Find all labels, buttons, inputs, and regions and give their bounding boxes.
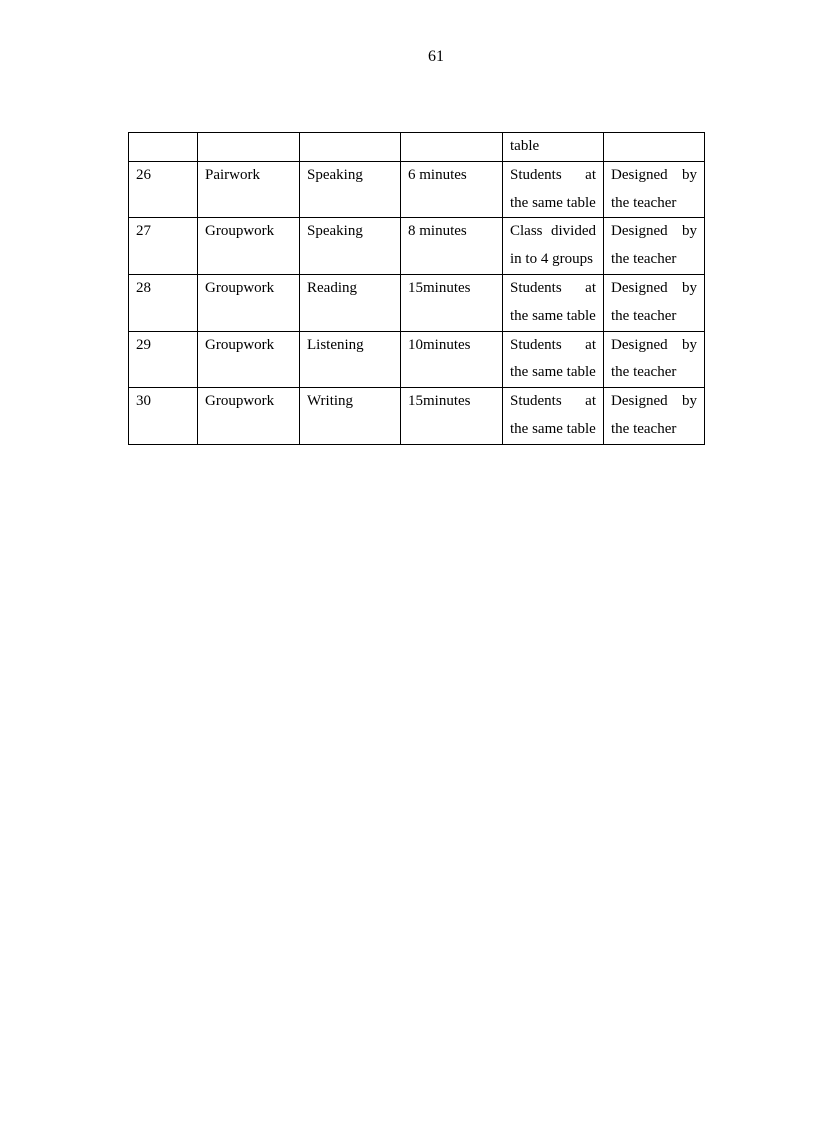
cell-source: Designed by the teacher — [604, 218, 705, 275]
cell-seating: Students at the same table — [503, 331, 604, 388]
cell-time: 8 minutes — [401, 218, 503, 275]
cell-source — [604, 133, 705, 162]
cell-source: Designed by the teacher — [604, 161, 705, 218]
cell-time — [401, 133, 503, 162]
cell-mode: Groupwork — [198, 274, 300, 331]
cell-seating: Students at the same table — [503, 161, 604, 218]
cell-number: 30 — [129, 388, 198, 445]
cell-seating: Students at the same table — [503, 274, 604, 331]
cell-number — [129, 133, 198, 162]
cell-number: 29 — [129, 331, 198, 388]
page-number: 61 — [428, 48, 444, 65]
table-row — [129, 274, 705, 331]
cell-mode: Groupwork — [198, 388, 300, 445]
table-row — [129, 388, 705, 445]
cell-number: 27 — [129, 218, 198, 275]
table-row — [129, 218, 705, 275]
cell-time: 10minutes — [401, 331, 503, 388]
cell-skill: Writing — [300, 388, 401, 445]
table-row — [129, 133, 705, 162]
cell-mode: Groupwork — [198, 331, 300, 388]
cell-source: Designed by the teacher — [604, 388, 705, 445]
cell-skill: Reading — [300, 274, 401, 331]
cell-number: 26 — [129, 161, 198, 218]
cell-source: Designed by the teacher — [604, 274, 705, 331]
cell-time: 6 minutes — [401, 161, 503, 218]
cell-source: Designed by the teacher — [604, 331, 705, 388]
activity-table — [128, 132, 705, 445]
table-row — [129, 161, 705, 218]
cell-time: 15minutes — [401, 388, 503, 445]
cell-seating: Students at the same table — [503, 388, 604, 445]
cell-time: 15minutes — [401, 274, 503, 331]
cell-mode — [198, 133, 300, 162]
cell-skill: Speaking — [300, 161, 401, 218]
cell-mode: Pairwork — [198, 161, 300, 218]
cell-seating: table — [503, 133, 604, 162]
cell-seating: Class divided in to 4 groups — [503, 218, 604, 275]
table-row — [129, 331, 705, 388]
cell-number: 28 — [129, 274, 198, 331]
cell-skill: Speaking — [300, 218, 401, 275]
cell-skill — [300, 133, 401, 162]
cell-mode: Groupwork — [198, 218, 300, 275]
cell-skill: Listening — [300, 331, 401, 388]
